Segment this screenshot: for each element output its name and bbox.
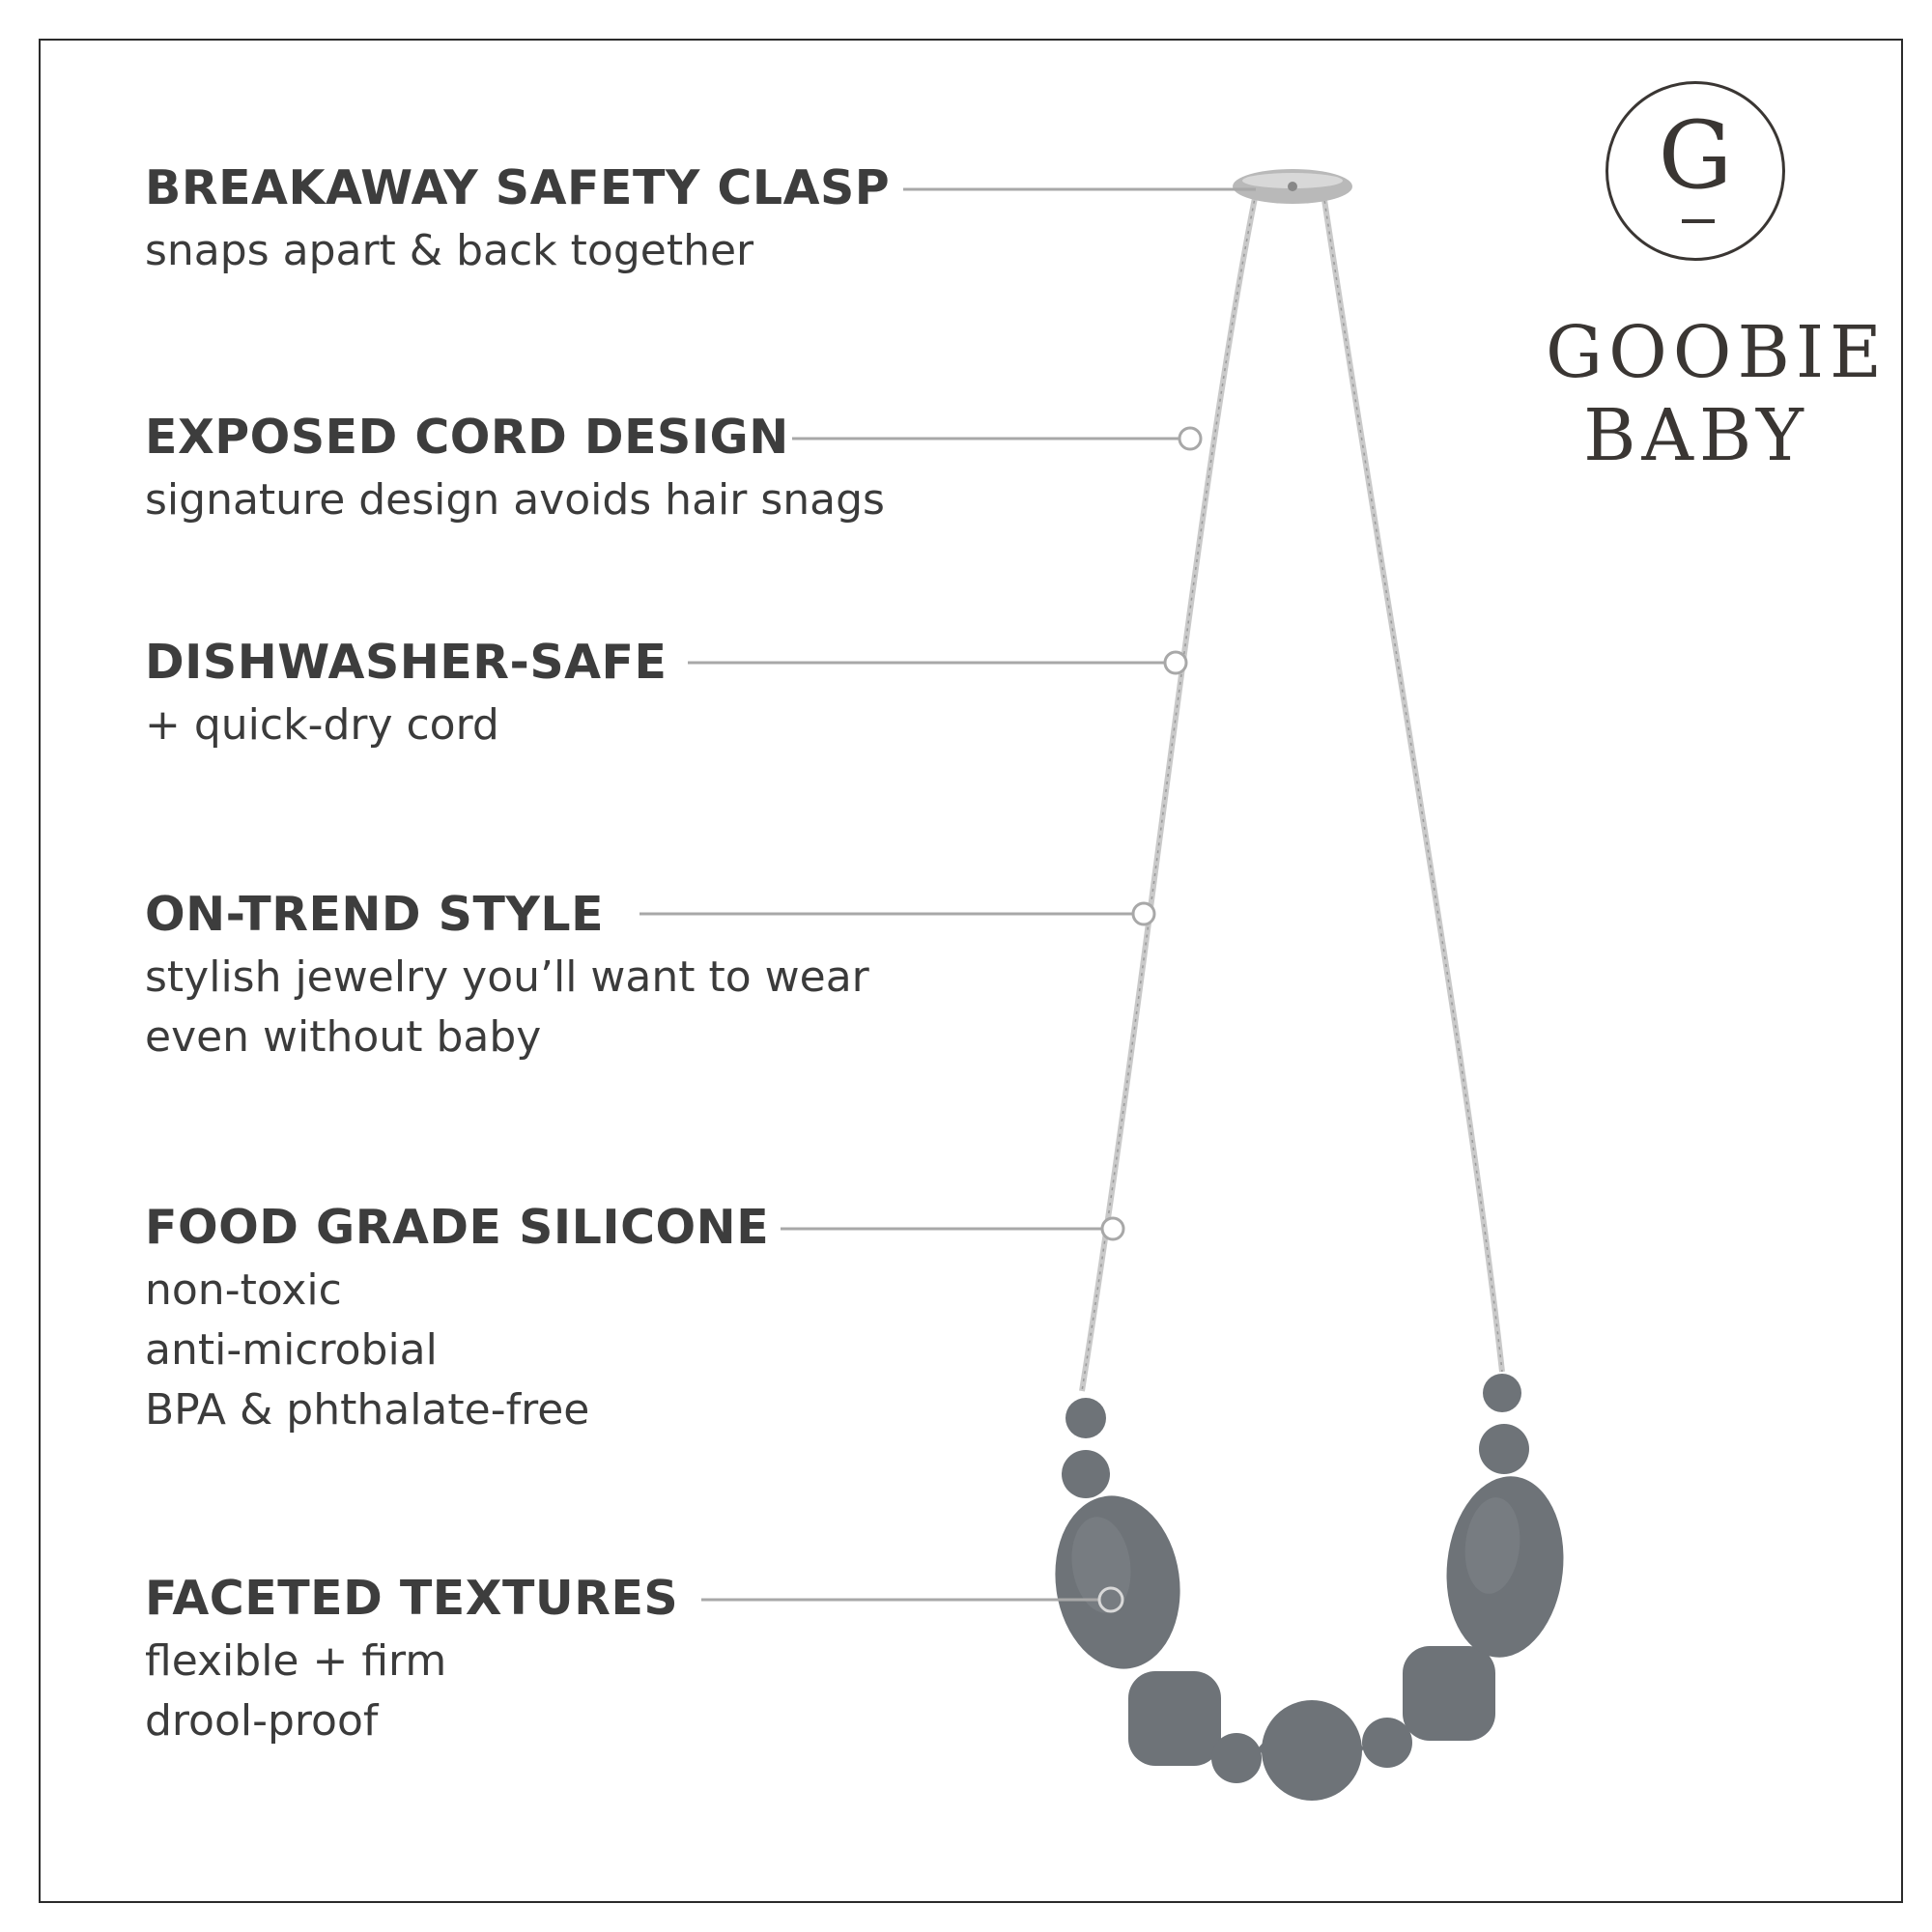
feature-description: snaps apart & back together — [145, 226, 754, 275]
square-bead-left — [1128, 1671, 1221, 1766]
feature-description: even without baby — [145, 1012, 542, 1062]
feature-description: anti-microbial — [145, 1325, 438, 1375]
feature-description: non-toxic — [145, 1265, 342, 1315]
clasp — [1233, 169, 1352, 204]
feature-description: signature design avoids hair snags — [145, 475, 885, 525]
small-bead — [1483, 1374, 1521, 1412]
small-bead — [1211, 1733, 1262, 1783]
square-bead-right — [1403, 1646, 1495, 1741]
feature-dishwasher — [145, 635, 668, 755]
feature-description: drool-proof — [145, 1696, 379, 1746]
brand-name-line1: GOOBIE — [1546, 311, 1889, 394]
feature-description: BPA & phthalate-free — [145, 1385, 590, 1435]
beads — [1044, 1374, 1572, 1801]
feature-title: ON-TREND STYLE — [145, 887, 605, 942]
feature-faceted — [145, 1571, 679, 1751]
feature-clasp — [145, 160, 891, 281]
left-cord — [1082, 193, 1256, 1391]
small-bead — [1065, 1398, 1106, 1438]
brand-name-line2: BABY — [1583, 394, 1809, 477]
feature-description: flexible + firm — [145, 1636, 447, 1686]
callout-lines — [639, 189, 1256, 1239]
small-bead — [1062, 1450, 1110, 1498]
feature-title: DISHWASHER-SAFE — [145, 635, 668, 690]
feature-silicone — [145, 1200, 770, 1440]
logo-underline — [1682, 219, 1715, 223]
feature-title: FOOD GRADE SILICONE — [145, 1200, 770, 1255]
feature-description: + quick-dry cord — [145, 700, 499, 750]
logo-letter: G — [1658, 101, 1733, 210]
feature-style — [145, 887, 869, 1067]
feature-cord — [145, 410, 885, 530]
feature-title: BREAKAWAY SAFETY CLASP — [145, 160, 891, 215]
feature-title: EXPOSED CORD DESIGN — [145, 410, 789, 465]
feature-description: stylish jewelry you’ll want to wear — [145, 952, 869, 1002]
brand-name — [1546, 311, 1889, 483]
small-bead — [1362, 1718, 1412, 1768]
feature-title: FACETED TEXTURES — [145, 1571, 679, 1626]
small-bead — [1479, 1424, 1529, 1474]
brand-logo-icon — [1605, 81, 1785, 261]
